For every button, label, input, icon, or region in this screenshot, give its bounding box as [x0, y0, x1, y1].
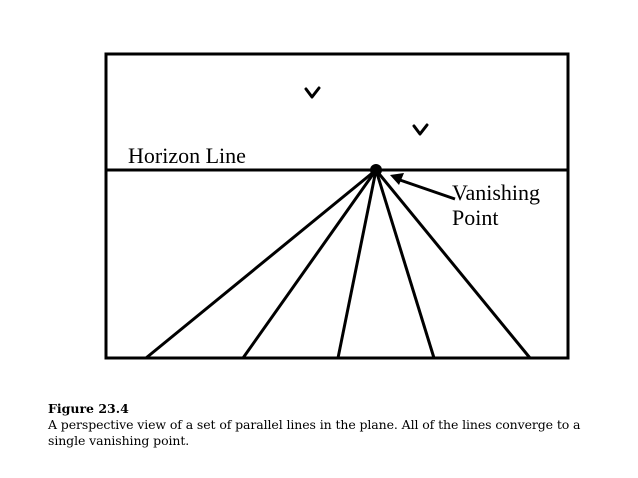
picture-frame [106, 54, 568, 358]
vanishing-point-dot [370, 164, 382, 176]
figure-caption-text: A perspective view of a set of parallel lines in the plane. All of the lines converge to a single vanishing point. [48, 417, 581, 448]
vanishing-point-label-line1: Vanishing [452, 180, 540, 205]
vanishing-point-arrow-shaft [397, 179, 455, 199]
figure-caption [48, 401, 608, 449]
arrowhead-icon [390, 173, 404, 185]
bird-icon [414, 125, 427, 134]
figure-caption-title: Figure 23.4 [48, 401, 129, 416]
converging-line-1 [146, 170, 376, 358]
vanishing-point-label-line2: Point [452, 205, 499, 230]
horizon-line-label: Horizon Line [128, 143, 246, 168]
converging-line-4 [376, 170, 434, 358]
bird-icon [306, 88, 319, 97]
